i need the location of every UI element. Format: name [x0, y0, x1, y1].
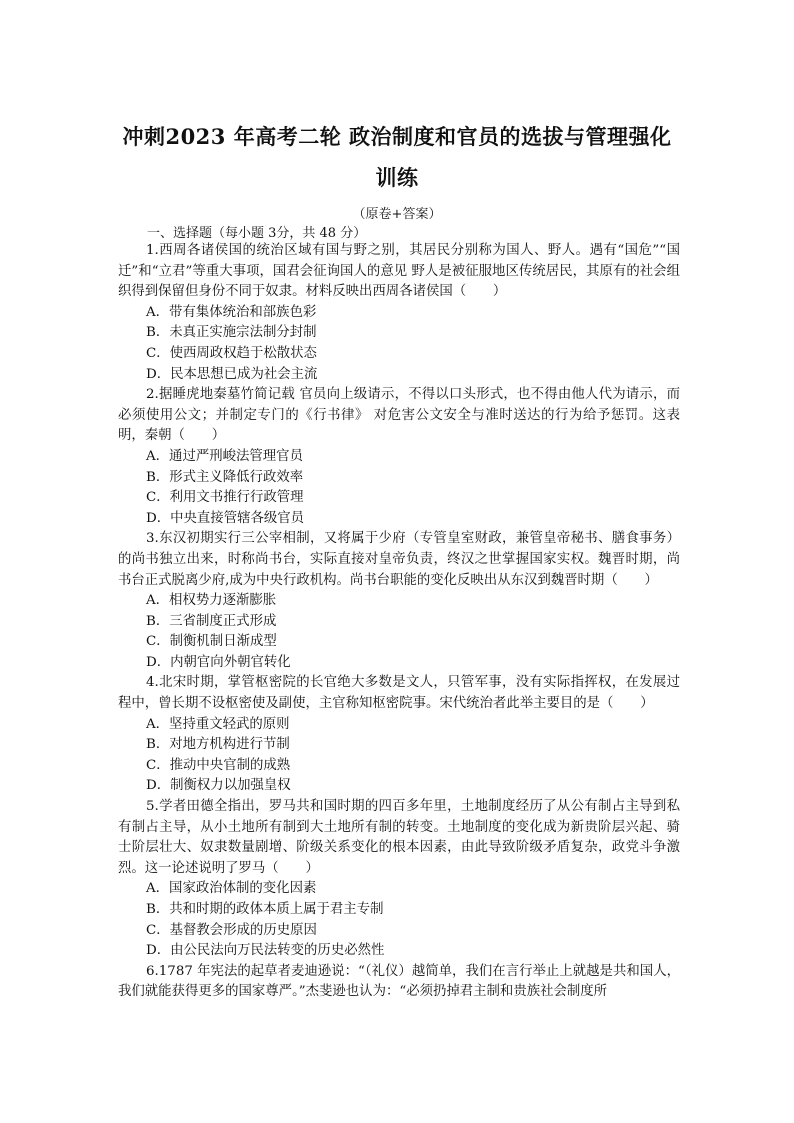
option-a: A．相权势力逐渐膨胀 — [146, 593, 277, 609]
document-subtitle: （原卷+答案） — [352, 207, 442, 222]
option-d: D．民本思想已成为社会主流 — [146, 366, 318, 382]
option-a: A．坚持重文轻武的原则 — [146, 716, 290, 732]
document-title-line-2: 训练 — [375, 165, 419, 190]
option-a: A．带有集体统治和部族色彩 — [146, 304, 317, 320]
option-d: D．制衡权力以加强皇权 — [146, 778, 291, 794]
question-stem: 3.东汉初期实行三公宰相制，又将属于少府（专管皇室财政，兼管皇帝秘书、膳食事务）的尚书独立出来，时称尚书台，实际直接对皇帝负责，终汉之世掌握国家实权。魏晋时期，尚书台正式脱离少府,成为中央行政机构。尚书台职能的变化反映出从东汉到魏晋时期（ ） — [118, 531, 680, 588]
question-stem: 1.西周各诸侯国的统治区域有国与野之别，其居民分别称为国人、野人。遇有“国危”“国迁”和“立君”等重大事项，国君会征询国人的意见 野人是被征服地区传统居民，其原有的社会组织得到保留但身份不同于奴隶。材料反映出西周各诸侯国（ ） — [118, 243, 680, 300]
option-b: B．对地方机构进行节制 — [146, 737, 290, 753]
question-5 — [118, 797, 680, 962]
question-stem: 5.学者田德全指出，罗马共和国时期的四百多年里，土地制度经历了从公有制占主导到私有制占主导，从小土地所有制到大土地所有制的转变。土地制度的变化成为新贵阶层兴起、骑士阶层壮大、奴隶数量剧增、阶级关系变化的根本因素，由此导致阶级矛盾复杂，政党斗争激烈。这一论述说明了罗马（ ） — [118, 799, 680, 876]
question-list — [118, 241, 680, 1003]
question-6 — [118, 962, 680, 1003]
option-d: D．中央直接管辖各级官员 — [146, 510, 305, 526]
question-2 — [118, 385, 680, 529]
option-a: A．通过严刑峻法管理官员 — [146, 448, 303, 464]
option-c: C．使西周政权趋于松散状态 — [146, 345, 317, 361]
option-c: C．基督教会形成的历史原因 — [146, 922, 317, 938]
option-b: B．共和时期的政体本质上属于君主专制 — [146, 902, 384, 917]
question-4 — [118, 673, 680, 797]
section-heading: 一、选择题（每小题 3分，共 48 分） — [147, 226, 367, 241]
document-title-line-1: 冲刺2023 年高考二轮 政治制度和官员的选拔与管理强化 — [122, 124, 672, 149]
option-b: B．未真正实施宗法制分封制 — [146, 325, 317, 341]
option-b: B．三省制度正式形成 — [146, 613, 277, 629]
question-stem: 6.1787 年宪法的起草者麦迪逊说：“（礼仪）越简单，我们在言行举止上就越是共和国人，我们就能获得更多的国家尊严。”杰斐逊也认为：“必须扔掉君主制和贵族社会制度所 — [118, 963, 680, 1000]
option-c: C．推动中央官制的成熟 — [146, 757, 291, 773]
question-stem: 4.北宋时期，掌管枢密院的长官绝大多数是文人，只管军事，没有实际指挥权，在发展过程中，曾长期不设枢密使及副使，主官称知枢密院事。宋代统治者此举主要目的是（ ） — [118, 675, 680, 712]
option-d: D．由公民法向万民法转变的历史必然性 — [146, 943, 385, 959]
question-1 — [118, 241, 680, 385]
question-3 — [118, 529, 680, 673]
option-a: A．国家政治体制的变化因素 — [146, 881, 317, 897]
option-b: B．形式主义降低行政效率 — [146, 469, 304, 485]
option-c: C．制衡机制日渐成型 — [146, 634, 277, 650]
option-c: C．利用文书推行行政管理 — [146, 490, 304, 506]
question-stem: 2.据睡虎地秦墓竹简记载 官员向上级请示，不得以口头形式，也不得由他人代为请示，而必须使用公文；并制定专门的《行书律》 对危害公文安全与准时送达的行为给予惩罚。这表明，秦朝（ ） — [118, 387, 680, 444]
option-d: D．内朝官向外朝官转化 — [146, 654, 291, 670]
